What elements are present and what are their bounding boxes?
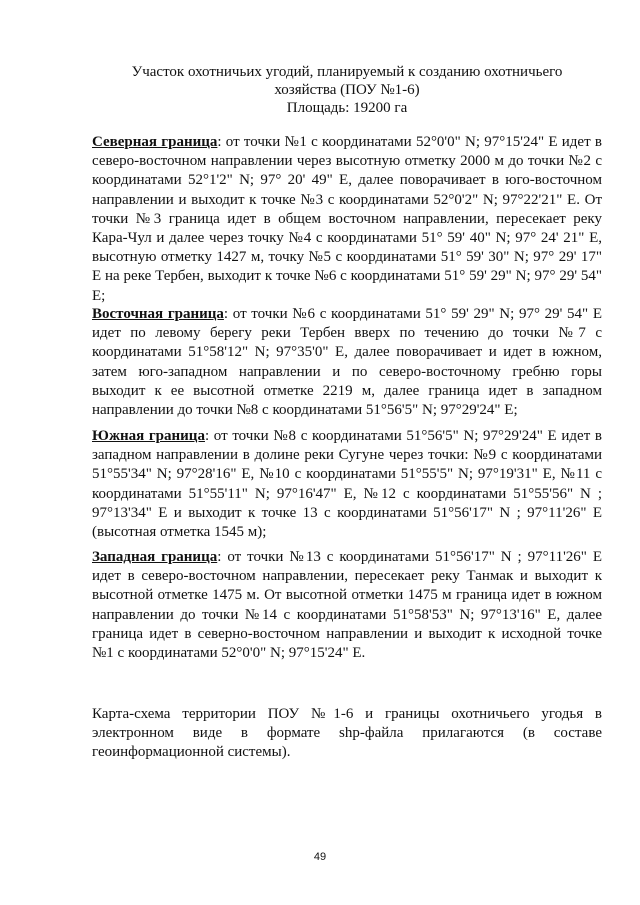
document-title [92, 63, 602, 117]
south-boundary-paragraph [92, 427, 602, 542]
page-number: 49 [313, 851, 327, 863]
west-boundary-heading: Западная граница [92, 549, 218, 565]
south-boundary-text: : от точки №8 с координатами 51°56'5" N; 97°29'24" E идет в западном направлении в долине реки Сугуне через точки: №9 с координатами 51°55'34" N; 97°28'16" E, №10 с координатами 51°55'5" N; 97°19'31" E, №11 с координатами 51°55'11" N; 97°16'47" E, №12 с координатами 51°55'56" N ; 97°13'34" E и выходит к точке 13 с координатами 51°56'17" N ; 97°11'26" E (высотная отметка 1545 м); [92, 428, 602, 541]
closing-paragraph: Карта-схема территории ПОУ №1-6 и границы охотничьего угодья в электронном виде в формате shp-файла прилагаются (в составе геоинформационной системы). [92, 706, 602, 761]
north-boundary-heading: Северная граница [92, 134, 218, 150]
title-line-2: хозяйства (ПОУ №1-6) [274, 82, 420, 98]
east-boundary-text: : от точки №6 с координатами 51° 59' 29" N; 97° 29' 54" E идет по левому берегу реки Тербен вверх по течению до точки №7 с координатами 51°58'12" N; 97°35'0" E, далее поворачивает и идет в южном, затем юго-западном направлении и по северо-восточному гребню горы выходит к ее высотной отметке 2219 м, далее граница идет в западном направлении до точки №8 с координатами 51°56'5" N; 97°29'24" E; [92, 306, 602, 419]
west-boundary-paragraph [92, 548, 602, 663]
title-line-1: Участок охотничьих угодий, планируемый к созданию охотничьего [131, 64, 563, 80]
title-line-3: Площадь: 19200 га [286, 100, 408, 116]
north-boundary-text: : от точки №1 с координатами 52°0'0" N; 97°15'24" Е идет в северо-восточном направлении через высотную отметку 2000 м до точки №2 с координатами 52°1'2" N; 97° 20' 49" E, далее поворачивает в юго-восточном направлении и выходит к точке №3 с координатами 52°0'2" N; 97°22'21" E. От точки №3 граница идет в общем восточном направлении, пересекает реку Кара-Чул и далее через точку №4 с координатами 51° 59' 40" N; 97° 24' 21" E, высотную отметку 1427 м, точку №5 с координатами 51° 59' 30" N; 97° 29' 17" E на реке Тербен, выходит к точке №6 с координатами 51° 59' 29" N; 97° 29' 54" E; [92, 134, 602, 304]
west-boundary-text: : от точки №13 с координатами 51°56'17" N ; 97°11'26" E идет в северо-восточном направлении, пересекает реку Танмак и выходит к высотной отметке 1475 м. От высотной отметки 1475 м граница идет в южном направлении до точки №14 с координатами 51°58'53" N; 97°13'16" E, далее граница идет в северно-восточном направлении и выходит к исходной точке №1 с координатами 52°0'0" N; 97°15'24" E. [92, 549, 603, 662]
south-boundary-heading: Южная граница [92, 428, 205, 444]
east-boundary-heading: Восточная граница [92, 306, 224, 322]
east-boundary-paragraph [92, 305, 602, 420]
north-boundary-paragraph [92, 133, 602, 306]
